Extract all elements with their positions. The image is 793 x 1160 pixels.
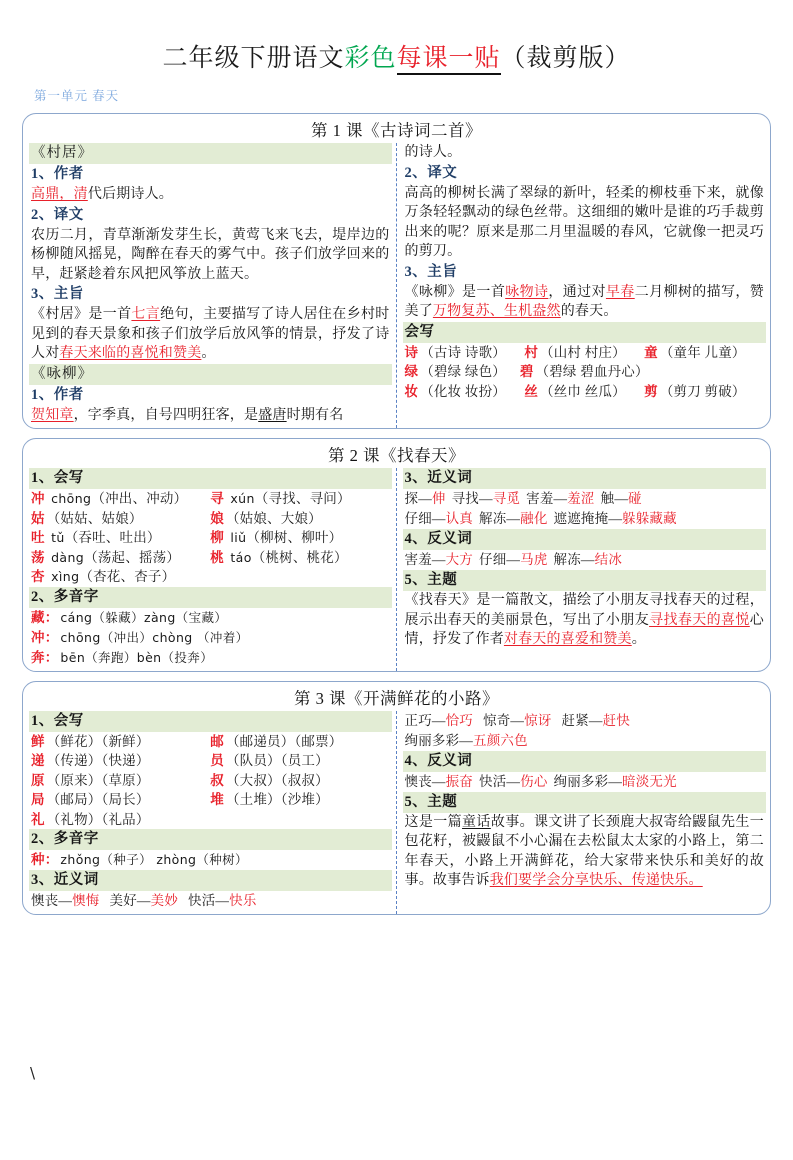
duoyin-list-3 <box>29 850 392 870</box>
word-pair-target: 五颜六色 <box>473 732 528 748</box>
word-pair-target: 赶快 <box>602 712 631 728</box>
word-pair-source: 解冻— <box>479 511 521 526</box>
word-pair-target: 快乐 <box>229 893 257 908</box>
character-headword: 碧 <box>519 364 534 379</box>
character-headword: 童 <box>644 344 658 360</box>
word-pair <box>31 893 100 908</box>
word-pair <box>452 491 521 506</box>
translation-text-1: 农历二月，青草渐渐发芽生长，黄莺飞来飞去，堤岸边的杨柳随风摇晃，陶醉在春天的雾气中。孩子们放学回来的早，赶紧趁着东风把风筝放上蓝天。 <box>31 227 390 282</box>
author-line-2 <box>29 406 392 426</box>
character-entry <box>210 751 389 771</box>
duoyin-entry <box>29 608 392 628</box>
word-pair-target: 恰巧 <box>445 712 474 728</box>
lesson-3-left-column <box>23 711 397 915</box>
word-pair <box>562 713 631 728</box>
theme-seg: 绝句，主要描写了诗人居住在乡村时见到的春天景象和孩子们放学后放风筝的情景，抒发了诗人对 <box>31 307 390 361</box>
character-words: （童年 儿童） <box>659 344 746 360</box>
character-entry <box>31 751 210 771</box>
character-headword: 杏 <box>31 569 45 584</box>
character-headword: 寻 <box>210 491 224 506</box>
theme-text-2 <box>403 283 767 322</box>
character-pinyin: dàng <box>46 549 85 565</box>
lesson-box-1 <box>22 113 771 429</box>
character-entry <box>31 548 210 568</box>
character-entry <box>210 489 389 509</box>
word-pair-source: 遮遮掩掩— <box>553 511 623 526</box>
word-pair-row <box>403 489 767 509</box>
author-name-red: 高鼎，清 <box>31 187 88 202</box>
word-pair <box>554 552 623 567</box>
character-headword: 诗 <box>404 344 419 360</box>
character-entry <box>31 771 210 791</box>
word-pair-target: 伸 <box>431 491 446 506</box>
character-entry <box>31 528 210 548</box>
word-pair-source: 害羞— <box>526 491 568 506</box>
word-pair-row <box>403 509 767 529</box>
word-pair <box>601 491 642 506</box>
word-pair-source: 快活— <box>479 773 521 789</box>
character-row <box>31 751 390 771</box>
word-pair <box>483 713 552 728</box>
theme-seg: ，通过对 <box>548 284 606 300</box>
worksheet-page <box>0 38 793 1160</box>
character-entry <box>405 382 525 402</box>
character-words: （冲出、冲动） <box>91 491 188 506</box>
theme-keyword: 对春天的喜爱和赞美 <box>503 632 632 647</box>
theme-keyword: 咏物诗 <box>505 284 549 300</box>
duoyin-readings: cáng（躲藏）zàng（宝藏） <box>60 609 228 625</box>
character-headword: 村 <box>524 344 539 360</box>
word-pair-target: 暗淡无光 <box>622 773 677 789</box>
character-row <box>405 362 765 382</box>
page-title <box>22 38 771 74</box>
character-headword: 绿 <box>404 364 419 379</box>
section-head-author-1: 1、作者 <box>31 166 84 182</box>
word-pair-target: 碰 <box>628 491 642 506</box>
character-entry <box>31 489 210 509</box>
word-pair <box>405 774 474 789</box>
section-head-synonym-2: 3、近义词 <box>403 468 767 489</box>
character-words: （古诗 诗歌） <box>420 344 506 360</box>
word-pair-target: 马虎 <box>520 552 548 567</box>
word-pair-source: 寻找— <box>451 491 493 506</box>
poem-title-cunju: 《村居》 <box>29 143 392 164</box>
word-pair-target: 结冰 <box>594 552 623 567</box>
theme-keyword: 春天来临的喜悦和赞美 <box>59 346 202 361</box>
lesson-1-right-column <box>397 143 771 428</box>
character-words: （姑娘、大娘） <box>225 510 322 526</box>
character-headword: 原 <box>31 772 45 788</box>
character-words: （队员）（员工） <box>225 753 329 768</box>
antonym-list-2 <box>403 550 767 570</box>
duoyin-entry <box>29 850 392 870</box>
character-row <box>31 509 390 529</box>
write-character-table-2 <box>29 489 392 587</box>
section-head-theme-2: 3、主旨 <box>404 263 458 280</box>
lesson-1-left-column <box>23 143 397 428</box>
character-row <box>31 810 390 830</box>
section-head-author-2: 1、作者 <box>31 386 84 403</box>
character-pinyin: chōng <box>46 491 92 506</box>
character-entry <box>31 790 210 810</box>
word-pair <box>405 552 474 567</box>
unit-label: 第一单元 春天 <box>34 89 120 103</box>
character-row <box>31 548 390 568</box>
word-pair-row <box>403 550 767 570</box>
character-row <box>31 567 390 587</box>
word-pair <box>554 774 677 789</box>
word-pair <box>188 893 257 908</box>
character-headword: 鲜 <box>31 733 45 749</box>
word-pair <box>479 511 548 526</box>
lesson-box-3 <box>22 681 771 916</box>
word-pair-source: 正巧— <box>404 712 446 728</box>
duoyin-list-2 <box>29 608 392 668</box>
section-head-duoyin-2: 2、多音字 <box>29 587 392 608</box>
lesson-2-right-column <box>397 468 771 671</box>
character-headword: 吐 <box>31 530 45 545</box>
lesson-title-2: 第 2 课《找春天》 <box>328 446 465 465</box>
character-headword: 剪 <box>644 383 658 399</box>
character-words: （邮递员）（邮票） <box>225 733 343 749</box>
character-headword: 冲 <box>31 491 45 506</box>
lesson-3-right-column <box>397 711 771 915</box>
character-row <box>31 790 390 810</box>
word-pair-row <box>403 772 767 792</box>
duoyin-entry <box>29 648 392 668</box>
character-entry <box>524 382 644 402</box>
lesson-2-left-column <box>23 468 397 671</box>
character-words: （姑姑、姑娘） <box>46 510 143 526</box>
section-head-antonym-2: 4、反义词 <box>403 529 767 550</box>
section-head-theme-l3: 5、主题 <box>403 792 767 813</box>
translation-text-2: 高高的柳树长满了翠绿的新叶，轻柔的柳枝垂下来，就像万条轻轻飘动的绿色丝带。这细细的嫩叶是谁的巧手裁剪出来的呢？原来是那二月里温暖的春风，它就像一把灵巧的剪刀。 <box>404 185 764 259</box>
section-head-translation-1: 2、译文 <box>31 206 84 223</box>
duoyin-headword: 冲： <box>31 629 59 645</box>
word-pair <box>479 774 548 789</box>
section-head-write-3: 1、会写 <box>29 711 392 732</box>
character-words: （礼物）（礼品） <box>46 811 150 827</box>
theme-seg: 这是一篇 <box>404 814 463 830</box>
word-pair <box>405 491 446 506</box>
word-pair-row <box>29 891 392 911</box>
author-seg: ，字季真，自号四明狂客，是 <box>73 407 259 423</box>
duoyin-readings: chōng（冲出）chòng （冲着） <box>60 629 249 645</box>
character-pinyin: liǔ <box>225 530 247 545</box>
duoyin-headword: 种： <box>31 852 59 867</box>
character-pinyin: xìng <box>46 569 80 584</box>
section-head-write-1: 会写 <box>403 322 767 343</box>
author-continuation: 的诗人。 <box>404 145 462 160</box>
word-pair-source: 仔细— <box>404 511 446 526</box>
theme-keyword: 我们要学会分享快乐、传递快乐。 <box>489 873 703 888</box>
lesson-title-3: 第 3 课《开满鲜花的小路》 <box>294 688 499 708</box>
character-entry <box>520 362 649 382</box>
theme-text-1 <box>29 305 392 364</box>
word-pair-source: 仔细— <box>479 552 521 567</box>
character-entry <box>210 528 389 548</box>
theme-keyword: 童话 <box>462 814 491 830</box>
word-pair-source: 害羞— <box>404 552 446 567</box>
word-pair <box>405 733 528 748</box>
word-pair-target: 大方 <box>445 552 474 567</box>
character-words: （原来）（草原） <box>46 772 150 788</box>
character-row <box>405 343 765 363</box>
word-pair-source: 懊丧— <box>31 893 73 908</box>
theme-seg: 故事。课文讲了长颈鹿大叔寄给鼹鼠先生一包花籽，被鼹鼠不小心漏在去松鼠太太家的小路上，第二年春天，小路上开满鲜花，给大家带来快乐和美好的故事。故事告诉 <box>404 814 764 888</box>
character-words: （杏花、杏子） <box>79 569 176 584</box>
stray-backslash-mark: \ <box>30 1064 36 1082</box>
author-keyword: 盛唐 <box>258 407 287 423</box>
synonym-list-3-right <box>403 711 767 751</box>
character-headword: 递 <box>31 753 45 768</box>
character-headword: 堆 <box>210 792 224 807</box>
character-row <box>31 489 390 509</box>
character-row <box>405 382 765 402</box>
character-headword: 邮 <box>210 733 224 749</box>
character-headword: 局 <box>31 792 45 807</box>
word-pair-target: 羞涩 <box>567 491 595 506</box>
character-entry <box>210 810 389 830</box>
character-words: （碧绿 绿色） <box>420 364 506 379</box>
section-head-theme-1: 3、主旨 <box>31 286 84 302</box>
character-headword: 礼 <box>31 811 45 827</box>
synonym-list-3-left <box>29 891 392 911</box>
duoyin-headword: 藏： <box>31 609 59 625</box>
word-pair-target: 躲躲藏藏 <box>622 511 677 526</box>
title-part-suffix: （裁剪版） <box>500 45 631 72</box>
title-part-red: 每课一贴 <box>397 45 501 75</box>
author-line-1 <box>29 185 392 205</box>
character-headword: 娘 <box>210 510 224 526</box>
character-words: （吞吐、吐出） <box>64 530 161 545</box>
word-pair-target: 融化 <box>520 511 548 526</box>
character-words: （邮局）（局长） <box>46 792 150 807</box>
word-pair-target: 懊悔 <box>72 893 100 908</box>
word-pair-target: 寻觅 <box>492 491 521 506</box>
character-entry <box>31 567 210 587</box>
duoyin-readings: zhǒng（种子） zhòng（种树） <box>60 852 248 867</box>
theme-keyword: 寻找春天的喜悦 <box>649 612 750 628</box>
theme-seg: 。 <box>631 632 646 647</box>
character-entry <box>210 548 389 568</box>
section-head-duoyin-3: 2、多音字 <box>29 829 392 850</box>
character-entry <box>210 567 389 587</box>
write-character-table-1 <box>403 343 767 402</box>
section-head-write-2: 1、会写 <box>29 468 392 489</box>
character-entry <box>210 509 389 529</box>
character-words: （化妆 妆扮） <box>420 383 506 399</box>
character-row <box>31 528 390 548</box>
character-words: （碧绿 碧血丹心） <box>535 364 649 379</box>
theme-seg: 《咏柳》是一首 <box>404 284 506 300</box>
word-pair-row <box>403 731 767 751</box>
theme-seg: 《找春天》是一篇散文，描绘了小朋友寻找春天的过程，展示出春天的美丽景色，写出了小朋友 <box>404 593 764 628</box>
duoyin-headword: 奔： <box>31 649 59 665</box>
section-head-translation-2: 2、译文 <box>404 164 458 181</box>
theme-keyword: 七言 <box>131 307 161 322</box>
section-head-antonym-3: 4、反义词 <box>403 751 767 772</box>
lesson-box-2 <box>22 438 771 672</box>
character-pinyin: táo <box>225 549 252 565</box>
theme-seg: 。 <box>201 346 216 361</box>
character-headword: 荡 <box>31 549 45 565</box>
character-words: （荡起、摇荡） <box>84 549 181 565</box>
character-headword: 柳 <box>210 530 224 545</box>
character-entry <box>210 771 389 791</box>
theme-keyword: 早春 <box>605 284 635 300</box>
word-pair <box>110 893 179 908</box>
character-headword: 姑 <box>31 510 45 526</box>
word-pair-source: 快活— <box>188 893 230 908</box>
character-words: （鲜花）（新鲜） <box>46 733 150 749</box>
word-pair-target: 伤心 <box>520 773 548 789</box>
character-words: （丝巾 丝瓜） <box>540 383 626 399</box>
word-pair-target: 振奋 <box>445 773 474 789</box>
word-pair-target: 美妙 <box>150 893 179 908</box>
character-words: （剪刀 剪破） <box>659 383 746 399</box>
word-pair-row <box>403 711 767 731</box>
character-entry <box>405 343 525 363</box>
character-headword: 妆 <box>404 383 419 399</box>
theme-seg: 的春天。 <box>560 304 618 319</box>
character-headword: 叔 <box>210 772 224 788</box>
theme-text-l2 <box>403 591 767 650</box>
character-pinyin: tǔ <box>46 530 65 545</box>
character-entry <box>644 343 764 363</box>
word-pair <box>554 511 677 526</box>
word-pair-source: 绚丽多彩— <box>404 732 473 748</box>
duoyin-readings: bēn（奔跑）bèn（投奔） <box>60 649 214 665</box>
word-pair-source: 美好— <box>109 893 151 908</box>
word-pair-source: 懊丧— <box>404 773 446 789</box>
character-entry <box>31 732 210 752</box>
character-words: （柳树、柳叶） <box>246 530 343 545</box>
antonym-list-3 <box>403 772 767 792</box>
character-words: （传递）（快递） <box>46 753 150 768</box>
character-entry <box>210 732 389 752</box>
theme-keyword: 万物复苏、生机盎然 <box>432 304 561 319</box>
word-pair-source: 解冻— <box>553 552 595 567</box>
theme-text-l3 <box>403 813 767 891</box>
section-head-synonym-3: 3、近义词 <box>29 870 392 891</box>
character-entry <box>31 810 210 830</box>
synonym-list-2 <box>403 489 767 529</box>
theme-seg: 《村居》是一首 <box>31 307 132 322</box>
character-words: （桃树、桃花） <box>251 549 348 565</box>
write-character-table-3 <box>29 732 392 830</box>
author-rest: 代后期诗人。 <box>87 187 174 202</box>
word-pair-source: 触— <box>600 491 629 506</box>
character-entry <box>210 790 389 810</box>
word-pair-source: 赶紧— <box>561 712 603 728</box>
character-entry <box>405 362 520 382</box>
character-words: （寻找、寻问） <box>254 491 351 506</box>
character-entry <box>524 343 644 363</box>
character-headword: 桃 <box>210 549 224 565</box>
character-entry <box>644 382 764 402</box>
word-pair <box>479 552 548 567</box>
character-words: （土堆）（沙堆） <box>225 792 329 807</box>
section-head-theme-l2: 5、主题 <box>403 570 767 591</box>
theme-seg: 二月柳树的描写，赞美了 <box>404 284 764 319</box>
word-pair-target: 认真 <box>445 511 474 526</box>
word-pair-source: 绚丽多彩— <box>553 773 623 789</box>
title-part-green: 彩色 <box>344 45 397 72</box>
author-seg: 时期有名 <box>286 407 344 423</box>
character-row <box>31 771 390 791</box>
word-pair-source: 探— <box>404 491 432 506</box>
lesson-title-1: 第 1 课《古诗词二首》 <box>311 121 482 140</box>
character-entry <box>649 362 764 382</box>
title-part-plain: 二年级下册语文 <box>162 45 345 72</box>
word-pair-target: 惊讶 <box>524 712 552 728</box>
character-words: （山村 村庄） <box>540 344 626 360</box>
word-pair <box>405 713 474 728</box>
character-words: （大叔）（叔叔） <box>225 772 329 788</box>
theme-seg: 心情，抒发了作者 <box>404 612 764 647</box>
word-pair <box>405 511 474 526</box>
character-headword: 丝 <box>524 383 539 399</box>
character-entry <box>31 509 210 529</box>
duoyin-entry <box>29 628 392 648</box>
word-pair <box>526 491 595 506</box>
author-name-red: 贺知章 <box>31 407 74 423</box>
character-headword: 员 <box>210 753 224 768</box>
word-pair-source: 惊奇— <box>483 712 525 728</box>
character-row <box>31 732 390 752</box>
character-pinyin: xún <box>225 491 255 506</box>
poem-title-yongliu: 《咏柳》 <box>29 364 392 385</box>
